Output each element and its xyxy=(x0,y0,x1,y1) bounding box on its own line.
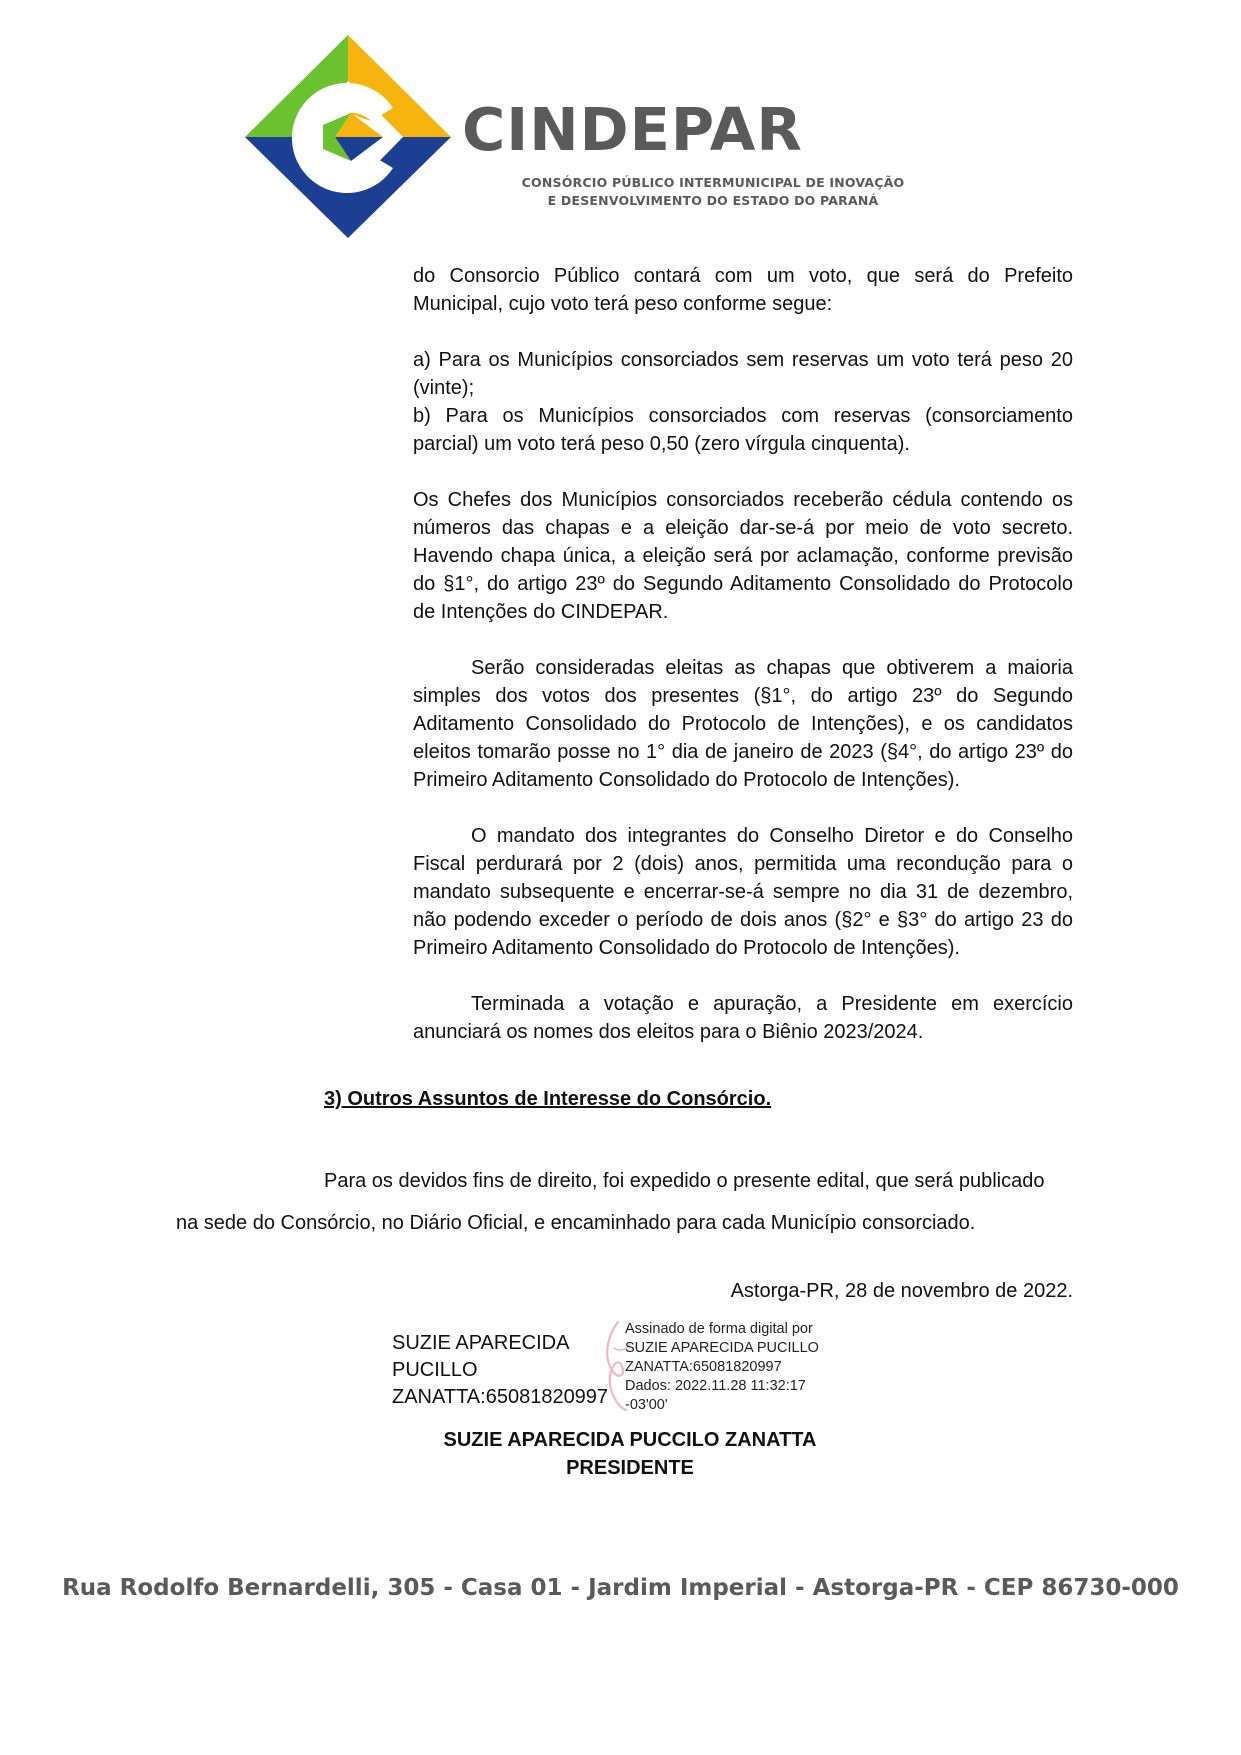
signatory-block xyxy=(340,1426,920,1482)
paragraph-item-a: a) Para os Municípios consorciados sem reservas um voto terá peso 20 (vinte); xyxy=(413,349,1073,399)
signature-name-line-2: PUCILLO xyxy=(392,1359,478,1381)
signature-info-line-5: -03'00' xyxy=(625,1397,668,1413)
cindepar-diamond-logo-icon xyxy=(243,33,453,240)
signature-name-line-1: SUZIE APARECIDA xyxy=(392,1332,570,1354)
paragraph-mandate: O mandato dos integrantes do Conselho Diretor e do Conselho Fiscal perdurará por 2 (dois) anos, permitida uma recondução para o mandato subsequente e encerrar-se-á sempre no dia 31 de dezembro, não podendo exceder o período de dois anos (§2° e §3° do artigo 23 do Primeiro Aditamento Consolidado do Protocolo de Intenções). xyxy=(413,825,1073,959)
brand-subtitle xyxy=(488,174,938,210)
signature-info-line-2: SUZIE APARECIDA PUCILLO xyxy=(625,1340,819,1356)
paragraph-ballots: Os Chefes dos Municípios consorciados receberão cédula contendo os números das chapas e a eleição dar-se-á por meio de voto secreto. Havendo chapa única, a eleição será por aclamação, conforme previsão do §1°, do artigo 23º do Segundo Aditamento Consolidado do Protocolo de Intenções do CINDEPAR. xyxy=(413,489,1073,623)
brand-name: CINDEPAR xyxy=(462,95,803,164)
paragraph-announcement: Terminada a votação e apuração, a Presidente em exercício anunciará os nomes dos eleitos para o Biênio 2023/2024. xyxy=(413,993,1073,1043)
brand-subtitle-line-2: E DESENVOLVIMENTO DO ESTADO DO PARANÁ xyxy=(547,193,879,208)
signatory-name: SUZIE APARECIDA PUCCILO ZANATTA xyxy=(443,1429,817,1451)
digital-signature-name xyxy=(392,1330,622,1411)
signature-info-line-3: ZANATTA:65081820997 xyxy=(625,1359,782,1375)
signature-name-line-3: ZANATTA:65081820997 xyxy=(392,1386,609,1408)
paragraph-voting: do Consorcio Público contará com um voto, que será do Prefeito Municipal, cujo voto terá peso conforme segue: xyxy=(413,265,1073,315)
closing-line-2: na sede do Consórcio, no Diário Oficial, e encaminhado para cada Município consorciado. xyxy=(176,1212,976,1234)
paragraph-elected: Serão consideradas eleitas as chapas que obtiverem a maioria simples dos votos dos presentes (§1°, do artigo 23º do Segundo Aditamento Consolidado do Protocolo de Intenções), e os candidatos eleitos tomarão posse no 1° dia de janeiro de 2023 (§4°, do artigo 23º do Primeiro Aditamento Consolidado do Protocolo de Intenções). xyxy=(413,657,1073,791)
footer-address: Rua Rodolfo Bernardelli, 305 - Casa 01 - Jardim Imperial - Astorga-PR - CEP 86730-000 xyxy=(62,1575,1179,1601)
dateline: Astorga-PR, 28 de novembro de 2022. xyxy=(730,1280,1073,1302)
signatory-title: PRESIDENTE xyxy=(566,1457,694,1479)
signature-info-line-4: Dados: 2022.11.28 11:32:17 xyxy=(625,1378,806,1394)
section-heading: 3) Outros Assuntos de Interesse do Consórcio. xyxy=(324,1088,772,1110)
closing-line-1: Para os devidos fins de direito, foi expedido o presente edital, que será publicado xyxy=(324,1170,1045,1192)
paragraph-item-b: b) Para os Municípios consorciados com reservas (consorciamento parcial) um voto terá peso 0,50 (zero vírgula cinquenta). xyxy=(413,405,1073,455)
digital-signature-info xyxy=(625,1320,819,1415)
brand-subtitle-line-1: CONSÓRCIO PÚBLICO INTERMUNICIPAL DE INOVAÇÃO xyxy=(521,175,905,190)
body-text xyxy=(413,262,1073,1074)
signature-info-line-1: Assinado de forma digital por xyxy=(625,1321,813,1337)
